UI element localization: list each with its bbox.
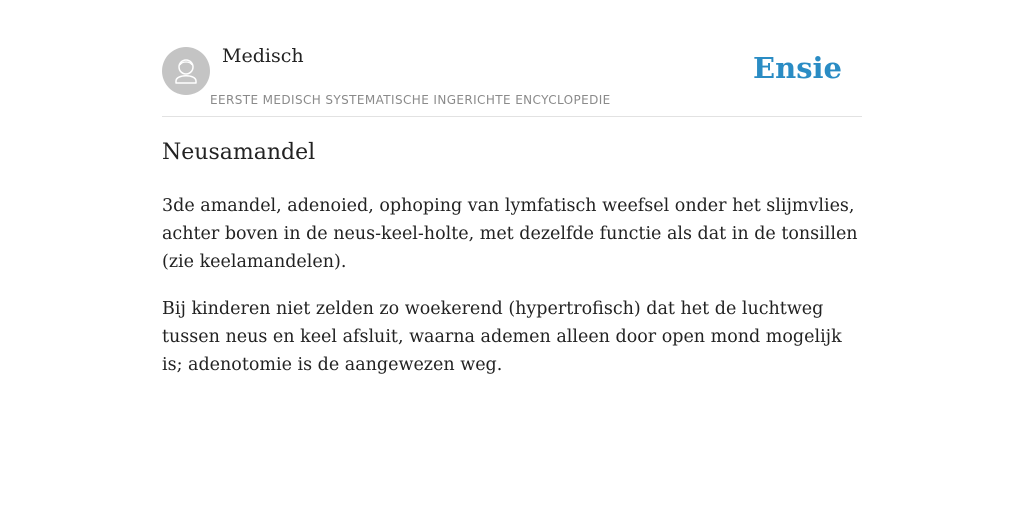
header xyxy=(162,0,862,117)
content-container xyxy=(162,0,862,375)
article-title: Neusamandel xyxy=(162,140,316,165)
avatar[interactable] xyxy=(162,47,210,95)
source-subtitle[interactable]: EERSTE MEDISCH SYSTEMATISCHE INGERICHTE ENCYCLOPEDIE xyxy=(210,93,611,107)
brand-logo[interactable]: Ensie xyxy=(753,51,842,85)
source-name[interactable]: Medisch xyxy=(222,45,304,67)
article-paragraph: Bij kinderen niet zelden zo woekerend (hypertrofisch) dat het de luchtweg tussen neus en keel afsluit, waarna ademen alleen door open mond mogelijk is; adenotomie is de aangewezen weg. xyxy=(162,299,842,375)
article-paragraph: 3de amandel, adenoied, ophoping van lymfatisch weefsel onder het slijmvlies, achter boven in de neus-keel-holte, met dezelfde functie als dat in de tonsillen (zie keelamandelen). xyxy=(162,196,858,272)
user-outline-icon xyxy=(162,47,210,95)
article-body xyxy=(162,192,867,398)
